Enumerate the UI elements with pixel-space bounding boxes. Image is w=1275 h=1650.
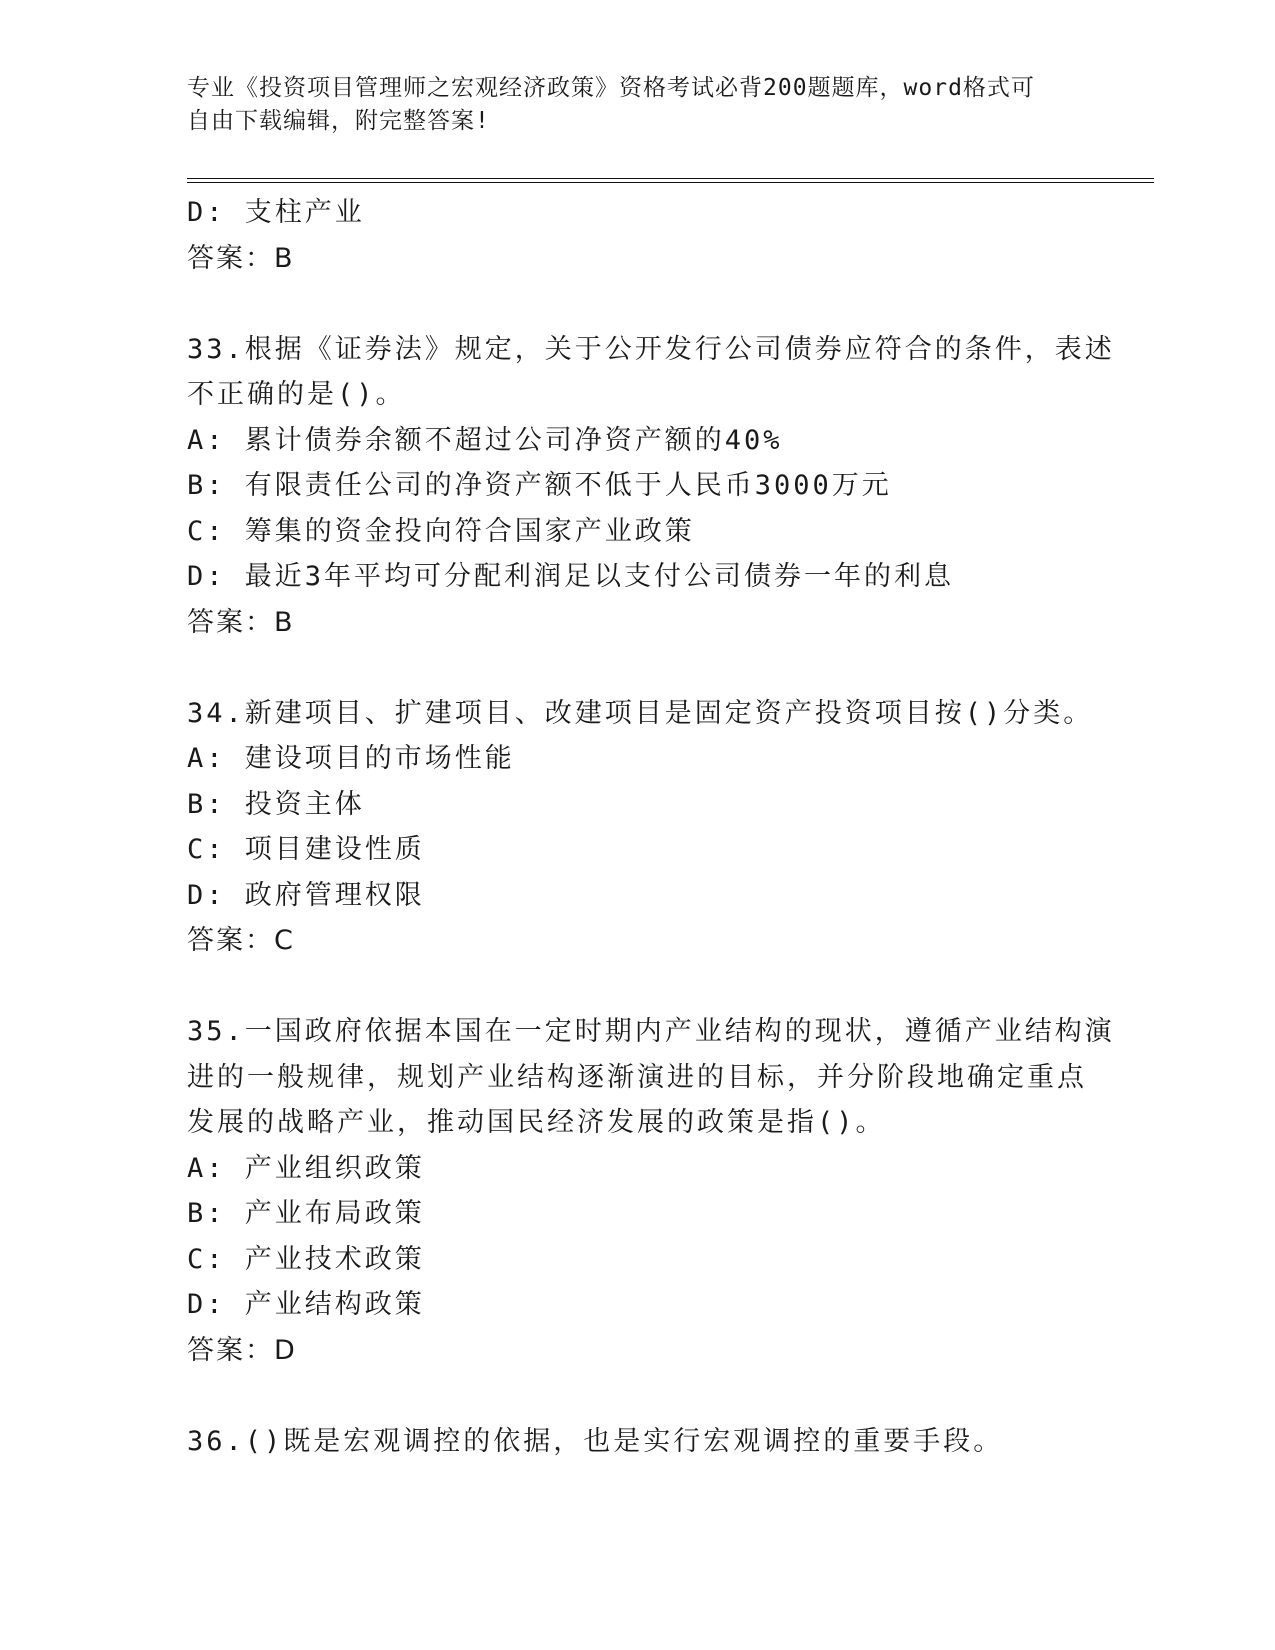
- question-stem: 35.一国政府依据本国在一定时期内产业结构的现状，遵循产业结构演: [187, 1016, 1115, 1047]
- option-a: A: 累计债券余额不超过公司净资产额的40%: [187, 424, 783, 456]
- option-a: A: 产业组织政策: [187, 1152, 425, 1184]
- spacer: [187, 1373, 1087, 1419]
- answer: 答案：D: [187, 1334, 297, 1366]
- question-block: [187, 1009, 1115, 1373]
- spacer: [187, 645, 1087, 691]
- question-stem: 不正确的是()。: [187, 379, 406, 410]
- question-block: [187, 327, 1115, 646]
- answer: 答案：C: [187, 925, 295, 956]
- option-d: D: 产业结构政策: [187, 1289, 425, 1320]
- option-c: C: 项目建设性质: [187, 834, 425, 865]
- spacer: [187, 964, 1087, 1010]
- answer: 答案：B: [187, 242, 295, 274]
- option-d: D: 最近3年平均可分配利润足以支付公司债券一年的利息: [187, 561, 955, 592]
- document-body: [187, 190, 1115, 1464]
- question-block: [187, 691, 1094, 964]
- question-block: [187, 1419, 1087, 1465]
- header-divider: [187, 178, 1154, 183]
- option-c: C: 产业技术政策: [187, 1243, 425, 1275]
- option-b: B: 产业布局政策: [187, 1198, 425, 1229]
- question-stem: 发展的战略产业，推动国民经济发展的政策是指()。: [187, 1107, 886, 1138]
- question-stem: 36.()既是宏观调控的依据，也是实行宏观调控的重要手段。: [187, 1425, 1004, 1457]
- option-c: C: 筹集的资金投向符合国家产业政策: [187, 515, 695, 547]
- spacer: [187, 281, 1087, 327]
- question-stem: 33.根据《证券法》规定，关于公开发行公司债券应符合的条件，表述: [187, 333, 1115, 365]
- question-stem: 34.新建项目、扩建项目、改建项目是固定资产投资项目按()分类。: [187, 697, 1094, 729]
- answer: 答案：B: [187, 606, 295, 638]
- header-line-2: 自由下载编辑，附完整答案!: [187, 108, 490, 134]
- option-d: D: 支柱产业: [187, 197, 365, 228]
- option-d: D: 政府管理权限: [187, 879, 425, 911]
- option-b: B: 有限责任公司的净资产额不低于人民币3000万元: [187, 470, 892, 501]
- option-a: A: 建设项目的市场性能: [187, 743, 515, 774]
- document-header: [187, 72, 1067, 138]
- question-stem: 进的一般规律，规划产业结构逐渐演进的目标，并分阶段地确定重点: [187, 1061, 1087, 1093]
- option-b: B: 投资主体: [187, 788, 365, 820]
- header-line-1: 专业《投资项目管理师之宏观经济政策》资格考试必背200题题库，word格式可: [187, 75, 1035, 101]
